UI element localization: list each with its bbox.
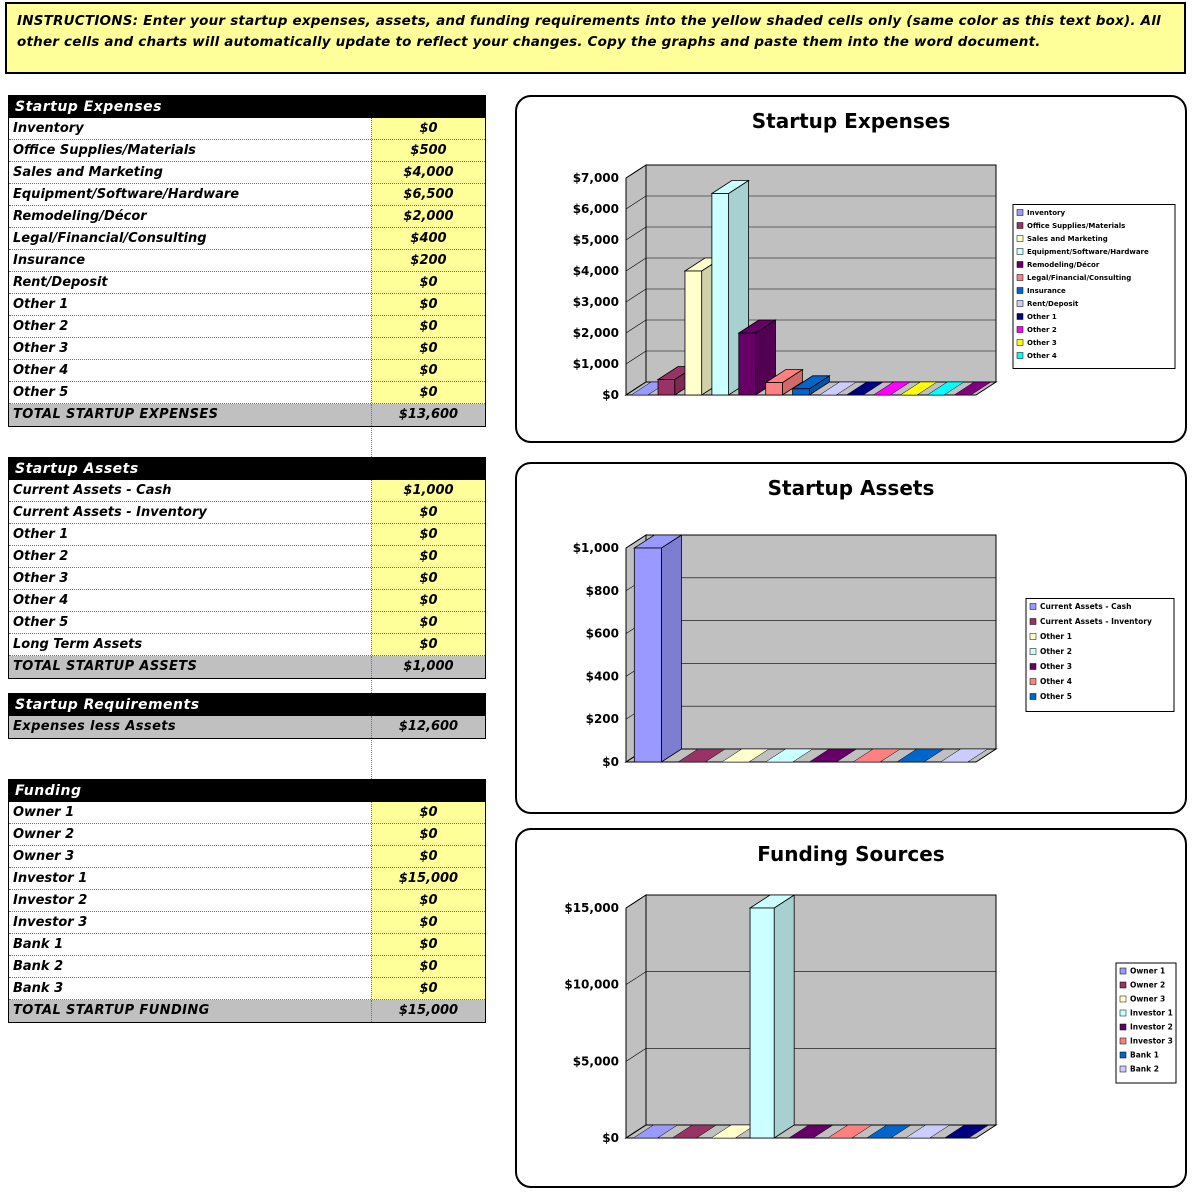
legend-label: Other 4 — [1027, 352, 1057, 360]
row-label: Other 3 — [13, 571, 69, 586]
table-row — [9, 590, 485, 612]
table-row — [9, 338, 485, 360]
row-value-input-cell[interactable]: $0 — [371, 890, 485, 911]
chart-title: Funding Sources — [757, 842, 945, 866]
row-value-input-cell[interactable]: $15,000 — [371, 868, 485, 889]
legend-swatch — [1030, 619, 1036, 625]
legend-label: Owner 1 — [1130, 966, 1166, 976]
legend-label: Remodeling/Décor — [1027, 261, 1100, 269]
legend-label: Office Supplies/Materials — [1027, 222, 1126, 230]
row-label: Rent/Deposit — [13, 275, 108, 290]
table-row — [9, 824, 485, 846]
y-axis-tick-label: $0 — [602, 1131, 619, 1145]
row-value-input-cell[interactable]: $4,000 — [371, 162, 485, 183]
y-axis-tick-label: $4,000 — [572, 264, 619, 278]
table-row — [9, 890, 485, 912]
legend-swatch — [1120, 1024, 1126, 1030]
y-axis-tick-label: $5,000 — [572, 233, 619, 247]
y-axis-tick-label: $6,000 — [572, 202, 619, 216]
legend-swatch — [1120, 1066, 1126, 1072]
row-label: Bank 2 — [13, 959, 64, 974]
legend-swatch — [1120, 996, 1126, 1002]
row-label: Office Supplies/Materials — [13, 143, 196, 158]
row-value-input-cell[interactable]: $0 — [371, 956, 485, 977]
y-axis-tick-label: $600 — [585, 626, 619, 641]
row-label: Other 1 — [13, 527, 69, 542]
row-value-input-cell[interactable]: $400 — [371, 228, 485, 249]
bar — [712, 194, 729, 396]
table-row — [9, 978, 485, 1000]
table-header: Startup Expenses — [9, 96, 485, 118]
table-row — [9, 140, 485, 162]
table-row — [9, 846, 485, 868]
table-total-row — [9, 1000, 485, 1022]
legend-swatch — [1030, 604, 1036, 610]
y-axis-tick-label: $0 — [602, 755, 619, 769]
y-axis-tick-label: $1,000 — [572, 541, 619, 555]
row-label: Long Term Assets — [13, 637, 143, 652]
row-value-input-cell[interactable]: $0 — [371, 612, 485, 633]
tables-column — [8, 95, 486, 1023]
legend-label: Other 3 — [1040, 662, 1072, 671]
table-row — [9, 568, 485, 590]
table-row — [9, 162, 485, 184]
legend-label: Other 2 — [1040, 647, 1072, 656]
bar — [750, 908, 774, 1138]
chart-title: Startup Expenses — [751, 109, 951, 133]
legend-swatch — [1017, 275, 1023, 281]
table-row — [9, 480, 485, 502]
table-row — [9, 546, 485, 568]
row-value-input-cell[interactable]: $0 — [371, 294, 485, 315]
legend-swatch — [1017, 210, 1023, 216]
bar — [739, 333, 756, 395]
total-value-cell: $15,000 — [371, 1000, 485, 1022]
table-header: Startup Assets — [9, 458, 485, 480]
legend-swatch — [1030, 694, 1036, 700]
row-value-input-cell[interactable]: $0 — [371, 546, 485, 567]
row-label: Other 5 — [13, 615, 69, 630]
row-value-input-cell[interactable]: $0 — [371, 824, 485, 845]
total-label: TOTAL STARTUP FUNDING — [13, 1003, 210, 1018]
table-row — [9, 524, 485, 546]
legend-swatch — [1120, 968, 1126, 974]
row-label: Legal/Financial/Consulting — [13, 231, 207, 246]
legend-label: Sales and Marketing — [1027, 235, 1108, 243]
row-value-input-cell[interactable]: $2,000 — [371, 206, 485, 227]
row-value-input-cell[interactable]: $0 — [371, 846, 485, 867]
row-label: Bank 1 — [13, 937, 64, 952]
legend-swatch — [1030, 664, 1036, 670]
table-startup-expenses — [8, 95, 486, 427]
row-value-input-cell[interactable]: $0 — [371, 382, 485, 403]
row-value-input-cell[interactable]: $500 — [371, 140, 485, 161]
bar — [766, 383, 783, 395]
row-label: Insurance — [13, 253, 86, 268]
bar — [793, 389, 810, 395]
legend-label: Other 1 — [1040, 632, 1072, 641]
legend-swatch — [1017, 249, 1023, 255]
row-label: Bank 3 — [13, 981, 64, 996]
bar — [658, 380, 675, 396]
legend-label: Other 1 — [1027, 313, 1057, 321]
instructions-text: INSTRUCTIONS: Enter your startup expenses, assets, and funding requirements into the yellow shaded cells only (same color as this text box). All other cells and charts will automatically update to reflect your changes. Copy the graphs and paste them into the word document. — [17, 13, 1161, 50]
legend-label: Other 2 — [1027, 326, 1057, 334]
legend-label: Current Assets - Cash — [1040, 602, 1132, 611]
y-axis-tick-label: $15,000 — [564, 901, 619, 915]
table-row — [9, 802, 485, 824]
legend-swatch — [1017, 353, 1023, 359]
bar — [634, 548, 661, 762]
legend-swatch — [1120, 1052, 1126, 1058]
row-value-input-cell[interactable]: $0 — [371, 338, 485, 359]
row-value-input-cell[interactable]: $0 — [371, 912, 485, 933]
table-row — [9, 206, 485, 228]
instructions-box — [5, 2, 1186, 74]
legend-swatch — [1017, 314, 1023, 320]
table-row — [9, 868, 485, 890]
row-label: Investor 3 — [13, 915, 88, 930]
table-row — [9, 272, 485, 294]
legend-label: Investor 2 — [1130, 1022, 1173, 1032]
row-value-input-cell[interactable]: $0 — [371, 934, 485, 955]
table-row — [9, 956, 485, 978]
legend-label: Bank 1 — [1130, 1050, 1159, 1060]
row-value-input-cell[interactable]: $200 — [371, 250, 485, 271]
legend-label: Investor 1 — [1130, 1008, 1173, 1018]
table-row — [9, 250, 485, 272]
row-value-input-cell[interactable]: $0 — [371, 634, 485, 655]
legend-label: Legal/Financial/Consulting — [1027, 274, 1132, 282]
legend-label: Other 3 — [1027, 339, 1057, 347]
table-row — [9, 316, 485, 338]
table-row — [9, 118, 485, 140]
legend-label: Bank 2 — [1130, 1064, 1159, 1074]
y-axis-tick-label: $0 — [602, 388, 619, 402]
table-row — [9, 294, 485, 316]
table-row — [9, 634, 485, 656]
row-label: Current Assets - Cash — [13, 483, 172, 498]
legend-swatch — [1017, 327, 1023, 333]
table-row — [9, 912, 485, 934]
legend-label: Other 5 — [1040, 692, 1072, 701]
legend-swatch — [1030, 679, 1036, 685]
legend-swatch — [1017, 301, 1023, 307]
legend-swatch — [1017, 223, 1023, 229]
y-axis-tick-label: $3,000 — [572, 295, 619, 309]
legend-swatch — [1017, 288, 1023, 294]
table-funding — [8, 779, 486, 1023]
table-startup-assets — [8, 457, 486, 679]
row-label: Remodeling/Décor — [13, 209, 147, 224]
row-label: Investor 2 — [13, 893, 88, 908]
bar — [685, 271, 702, 395]
table-row — [9, 228, 485, 250]
chart-funding-sources[interactable] — [515, 828, 1187, 1188]
row-value-input-cell[interactable]: $0 — [371, 978, 485, 999]
table-row — [9, 360, 485, 382]
legend-swatch — [1017, 262, 1023, 268]
table-startup-requirements — [8, 693, 486, 739]
total-label: Expenses less Assets — [13, 719, 177, 734]
row-value-input-cell[interactable]: $0 — [371, 502, 485, 523]
total-label: TOTAL STARTUP ASSETS — [13, 659, 198, 674]
y-axis-tick-label: $200 — [585, 712, 619, 727]
row-value-input-cell[interactable]: $0 — [371, 360, 485, 381]
total-value-cell: $13,600 — [371, 404, 485, 426]
row-label: Other 1 — [13, 297, 69, 312]
table-total-row — [9, 404, 485, 426]
legend-label: Equipment/Software/Hardware — [1027, 248, 1149, 256]
chart-startup-assets[interactable] — [515, 462, 1187, 814]
row-label: Sales and Marketing — [13, 165, 163, 180]
row-label: Other 3 — [13, 341, 69, 356]
row-label: Other 2 — [13, 319, 69, 334]
row-value-input-cell[interactable]: $0 — [371, 316, 485, 337]
legend-swatch — [1030, 634, 1036, 640]
table-row — [9, 184, 485, 206]
row-label: Owner 1 — [13, 805, 75, 820]
y-axis-tick-label: $1,000 — [572, 357, 619, 371]
row-value-input-cell[interactable]: $0 — [371, 590, 485, 611]
row-label: Other 5 — [13, 385, 69, 400]
row-label: Other 2 — [13, 549, 69, 564]
row-value-input-cell[interactable]: $0 — [371, 568, 485, 589]
chart-plot — [521, 500, 1181, 802]
table-total-row — [9, 656, 485, 678]
y-axis-tick-label: $7,000 — [572, 171, 619, 185]
row-value-input-cell[interactable]: $0 — [371, 524, 485, 545]
legend-label: Owner 2 — [1130, 980, 1166, 990]
row-label: Other 4 — [13, 593, 69, 608]
row-value-input-cell[interactable]: $6,500 — [371, 184, 485, 205]
row-label: Investor 1 — [13, 871, 88, 886]
legend-swatch — [1120, 982, 1126, 988]
y-axis-tick-label: $10,000 — [564, 977, 619, 992]
row-label: Other 4 — [13, 363, 69, 378]
legend-swatch — [1017, 340, 1023, 346]
legend-label: Investor 3 — [1130, 1036, 1173, 1046]
legend-label: Insurance — [1027, 287, 1066, 295]
row-label: Current Assets - Inventory — [13, 505, 207, 520]
chart-plot — [521, 866, 1181, 1178]
chart-title: Startup Assets — [767, 476, 935, 500]
table-row — [9, 934, 485, 956]
legend-label: Owner 3 — [1130, 994, 1166, 1004]
row-value-input-cell[interactable]: $0 — [371, 802, 485, 823]
legend-swatch — [1017, 236, 1023, 242]
row-value-input-cell[interactable]: $0 — [371, 118, 485, 139]
table-row — [9, 382, 485, 404]
total-label: TOTAL STARTUP EXPENSES — [13, 407, 219, 422]
charts-column — [515, 95, 1187, 1188]
table-header: Funding — [9, 780, 485, 802]
legend-label: Other 4 — [1040, 677, 1072, 686]
table-row — [9, 612, 485, 634]
row-value-input-cell[interactable]: $0 — [371, 272, 485, 293]
total-value-cell: $1,000 — [371, 656, 485, 678]
chart-plot — [521, 133, 1181, 433]
table-row — [9, 502, 485, 524]
legend-swatch — [1030, 649, 1036, 655]
y-axis-tick-label: $400 — [585, 669, 619, 684]
table-header: Startup Requirements — [9, 694, 485, 716]
table-total-row — [9, 716, 485, 738]
row-label: Inventory — [13, 121, 84, 136]
legend-label: Rent/Deposit — [1027, 300, 1079, 308]
legend-swatch — [1120, 1010, 1126, 1016]
legend-label: Inventory — [1027, 209, 1066, 217]
y-axis-tick-label: $5,000 — [572, 1054, 619, 1069]
legend-label: Current Assets - Inventory — [1040, 617, 1152, 626]
y-axis-tick-label: $2,000 — [572, 326, 619, 340]
y-axis-tick-label: $800 — [585, 583, 619, 598]
total-value-cell: $12,600 — [371, 716, 485, 738]
row-value-input-cell[interactable]: $1,000 — [371, 480, 485, 501]
row-label: Owner 3 — [13, 849, 75, 864]
legend-swatch — [1120, 1038, 1126, 1044]
chart-startup-expenses[interactable] — [515, 95, 1187, 443]
row-label: Owner 2 — [13, 827, 75, 842]
row-label: Equipment/Software/Hardware — [13, 187, 240, 202]
